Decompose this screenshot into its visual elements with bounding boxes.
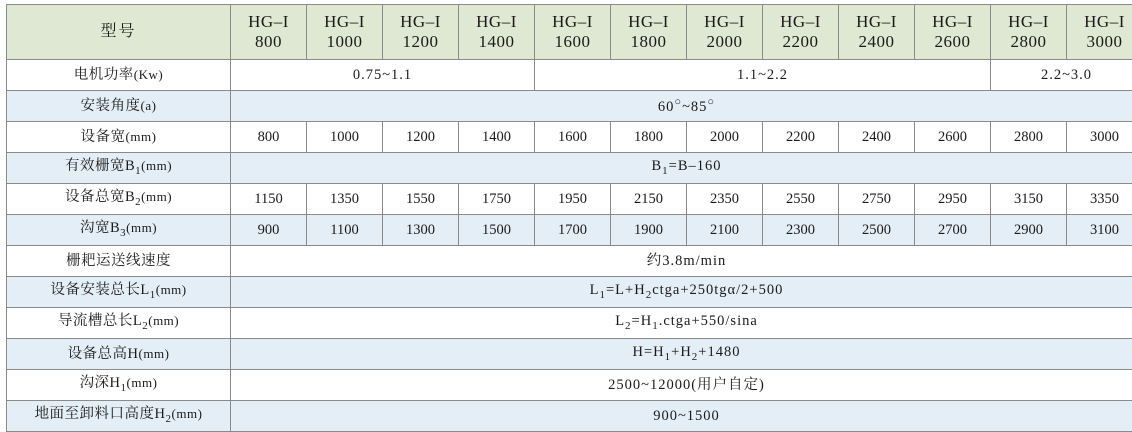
row-label: 设备总宽$B_2(mm)$ (7, 184, 231, 215)
row-value: 1800 (611, 122, 687, 153)
row-value: 1700 (535, 215, 611, 246)
row-value: 2600 (915, 122, 991, 153)
row-value: 3000 (1067, 122, 1132, 153)
row-label: 设备安装总长$L_1(mm)$ (7, 277, 231, 308)
header-model-5: HG–I 1600 (535, 5, 611, 60)
table-header-row (7, 5, 1132, 60)
header-model-9: HG–I 2400 (839, 5, 915, 60)
row-merged-value: 2500~12000(用户自定) (231, 370, 1132, 401)
row-merged-value: $L_2=H_1.ctga+550$/sina (231, 308, 1132, 339)
row-value: 2100 (687, 215, 763, 246)
row-value: 2950 (915, 184, 991, 215)
table-row (7, 91, 1132, 122)
row-label: 栅耙运送线速度 (7, 246, 231, 277)
row-merged-value: $B_1=B-160$ (231, 153, 1132, 184)
row-value: 2800 (991, 122, 1067, 153)
row-label: 设备宽(mm) (7, 122, 231, 153)
row-value: 1750 (459, 184, 535, 215)
row-value: 2300 (763, 215, 839, 246)
row-value: 1200 (383, 122, 459, 153)
row-merged-value: 1.1~2.2 (535, 60, 991, 91)
header-model-8: HG–I 2200 (763, 5, 839, 60)
row-merged-value: 2.2~3.0 (991, 60, 1132, 91)
row-value: 1150 (231, 184, 307, 215)
row-label: 设备总高H(mm) (7, 339, 231, 370)
row-value: 2350 (687, 184, 763, 215)
row-value: 2000 (687, 122, 763, 153)
row-label: 电机功率(Kw) (7, 60, 231, 91)
table-row (7, 122, 1132, 153)
header-model-2: HG–I 1000 (307, 5, 383, 60)
row-value: 2550 (763, 184, 839, 215)
row-value: 1950 (535, 184, 611, 215)
row-value: 2750 (839, 184, 915, 215)
row-label: 导流槽总长$L_2(mm)$ (7, 308, 231, 339)
row-merged-value: $L_1=L+H_2ctga+250tg\alpha/2+500$ (231, 277, 1132, 308)
table-row (7, 308, 1132, 339)
table-row (7, 401, 1132, 432)
row-value: 900 (231, 215, 307, 246)
row-value: 2400 (839, 122, 915, 153)
table-row (7, 277, 1132, 308)
header-model-11: HG–I 2800 (991, 5, 1067, 60)
header-model-12: HG–I 3000 (1067, 5, 1132, 60)
row-value: 3150 (991, 184, 1067, 215)
row-value: 1350 (307, 184, 383, 215)
header-model-10: HG–I 2600 (915, 5, 991, 60)
row-value: 2500 (839, 215, 915, 246)
row-value: 1400 (459, 122, 535, 153)
row-merged-value: 约3.8m/min (231, 246, 1132, 277)
row-value: 1550 (383, 184, 459, 215)
row-value: 1300 (383, 215, 459, 246)
table-row (7, 339, 1132, 370)
header-model-6: HG–I 1800 (611, 5, 687, 60)
table-row (7, 60, 1132, 91)
row-value: 2700 (915, 215, 991, 246)
row-merged-value: 60○~85○ (231, 91, 1132, 122)
row-value: 1600 (535, 122, 611, 153)
table-row (7, 153, 1132, 184)
header-model-1: HG–I 800 (231, 5, 307, 60)
row-value: 3350 (1067, 184, 1132, 215)
row-value: 2200 (763, 122, 839, 153)
table-row (7, 370, 1132, 401)
row-merged-value: $H=H_1+H_2+1480$ (231, 339, 1132, 370)
row-value: 2900 (991, 215, 1067, 246)
row-value: 1000 (307, 122, 383, 153)
row-value: 3100 (1067, 215, 1132, 246)
row-value: 1100 (307, 215, 383, 246)
header-model-3: HG–I 1200 (383, 5, 459, 60)
row-value: 1900 (611, 215, 687, 246)
header-model-4: HG–I 1400 (459, 5, 535, 60)
row-label: 安装角度(a) (7, 91, 231, 122)
row-label: 有效栅宽$B_1(mm)$ (7, 153, 231, 184)
row-label: 沟宽$B_3(mm)$ (7, 215, 231, 246)
header-model-label: 型号 (7, 5, 231, 60)
row-value: 1500 (459, 215, 535, 246)
row-merged-value: 0.75~1.1 (231, 60, 535, 91)
specification-table (6, 4, 1132, 432)
row-value: 800 (231, 122, 307, 153)
row-label: 沟深$H_1(mm)$ (7, 370, 231, 401)
table-row (7, 215, 1132, 246)
table-row (7, 184, 1132, 215)
row-merged-value: 900~1500 (231, 401, 1132, 432)
row-value: 2150 (611, 184, 687, 215)
header-model-7: HG–I 2000 (687, 5, 763, 60)
row-label: 地面至卸料口高度$H_2(mm)$ (7, 401, 231, 432)
table-row (7, 246, 1132, 277)
